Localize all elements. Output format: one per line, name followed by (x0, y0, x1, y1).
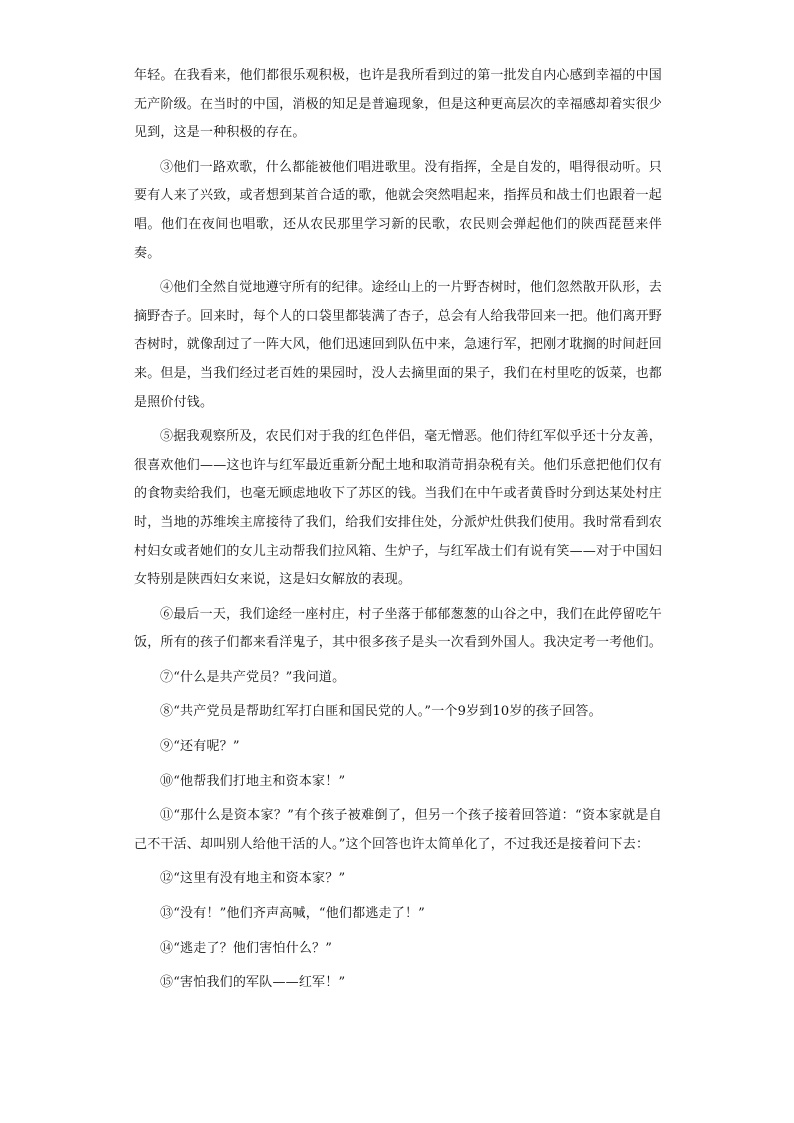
paragraph-10: ⑩“他帮我们打地主和资本家！” (160, 773, 346, 789)
paragraph-4: ④他们全然自觉地遵守所有的纪律。途经山上的一片野杏树时，他们忽然散开队形，去摘野杏子。回来时，每个人的口袋里都装满了杏子，总会有人给我带回来一把。他们离开野杏树时，就像刮过了一阵大风，他们迅速回到队伍中来，急速行军，把刚才耽搁的时间赶回来。但是，当我们经过老百姓的果园时，没人去摘里面的果子，我们在村里吃的饭菜，也都是照价付钱。 (134, 280, 663, 410)
paragraph-5: ⑤据我观察所及，农民们对于我的红色伴侣，毫无憎恶。他们待红军似乎还十分友善，很喜欢他们——这也许与红军最近重新分配土地和取消苛捐杂税有关。他们乐意把他们仅有的食物卖给我们，也毫无顾虑地收下了苏区的钱。当我们在中午或者黄昏时分到达某处村庄时，当地的苏维埃主席接待了我们，给我们安排住处，分派炉灶供我们使用。我时常看到农村妇女或者她们的女儿主动帮我们拉风箱、生炉子，与红军战士们有说有笑——对于中国妇女特别是陕西妇女来说，这是妇女解放的表现。 (134, 429, 663, 588)
paragraph-continuation: 年轻。在我看来，他们都很乐观积极，也许是我所看到过的第一批发自内心感到幸福的中国无产阶级。在当时的中国，消极的知足是普遍现象，但是这种更高层次的幸福感却着实很少见到，这是一种积极的存在。 (134, 68, 663, 141)
paragraph-11: ⑪“那什么是资本家？”有个孩子被难倒了，但另一个孩子接着回答道：“资本家就是自己不干活、却叫别人给他干活的人。”这个回答也许太简单化了，不过我还是接着问下去： (134, 808, 662, 852)
paragraph-3: ③他们一路欢歌，什么都能被他们唱进歌里。没有指挥，全是自发的，唱得很动听。只要有人来了兴致，或者想到某首合适的歌，他就会突然唱起来，指挥员和战士们也跟着一起唱。他们在夜间也唱歌，还从农民那里学习新的民歌，农民则会弹起他们的陕西琵琶来伴奏。 (134, 159, 663, 261)
paragraph-15: ⑮“害怕我们的军队——红军！” (160, 975, 346, 991)
paragraph-7: ⑦“什么是共产党员？”我问道。 (160, 669, 346, 685)
paragraph-8: ⑧“共产党员是帮助红军打白匪和国民党的人。”一个9岁到10岁的孩子回答。 (160, 704, 602, 720)
paragraph-14: ⑭“逃走了？他们害怕什么？” (160, 940, 333, 956)
paragraph-13: ⑬“没有！”他们齐声高喊，“他们都逃走了！” (160, 906, 425, 922)
paragraph-6: ⑥最后一天，我们途经一座村庄，村子坐落于郁郁葱葱的山谷之中，我们在此停留吃午饭，所有的孩子们都来看洋鬼子，其中很多孩子是头一次看到外国人。我决定考一考他们。 (134, 606, 663, 651)
article-body (134, 62, 662, 998)
paragraph-12: ⑫“这里有没有地主和资本家？” (160, 871, 346, 887)
paragraph-9: ⑨“还有呢？” (160, 739, 240, 755)
